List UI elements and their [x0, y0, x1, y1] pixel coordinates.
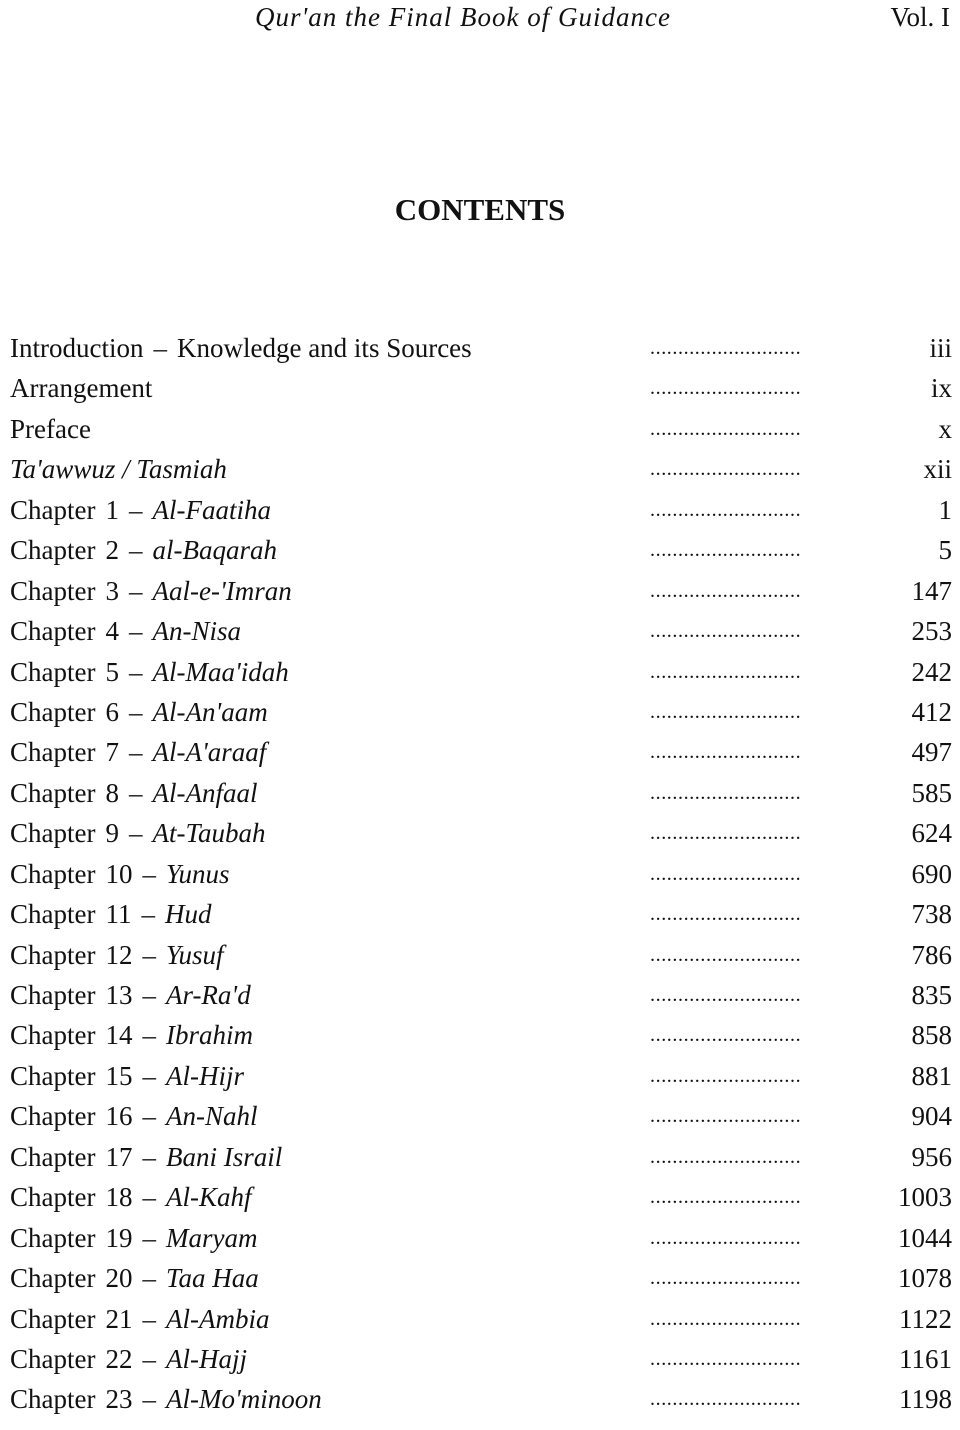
chapter-number: 12 [105, 939, 133, 970]
dot-leader: ........................... [650, 984, 802, 1006]
toc-entry-label [10, 652, 289, 692]
toc-entry-label [10, 854, 230, 894]
toc-entry-prefix: Chapter [10, 1222, 96, 1253]
toc-entry-label [10, 894, 211, 934]
toc-entry-title: Al-Kahf [165, 1182, 252, 1213]
dot-leader: ........................... [650, 1145, 802, 1168]
toc-entry-title: Al-Hajj [165, 1343, 247, 1374]
toc-entry-title: Al-Ambia [165, 1303, 270, 1334]
toc-entry[interactable] [10, 692, 952, 732]
page-number: 956 [911, 1141, 952, 1172]
dot-leader: ........................... [650, 417, 802, 440]
toc-entry-prefix: Chapter [10, 1020, 96, 1051]
dot-leader: ........................... [650, 1105, 802, 1128]
separator-dash: – [128, 494, 143, 525]
toc-entry[interactable] [10, 935, 952, 975]
toc-entry-label [10, 1299, 269, 1339]
toc-entry-prefix: Introduction [10, 333, 144, 363]
chapter-number: 3 [105, 575, 119, 606]
toc-entry[interactable] [10, 652, 952, 692]
toc-entry-title: Yunus [165, 858, 230, 889]
page-title: CONTENTS [394, 192, 566, 227]
toc-entry-prefix: Chapter [10, 1263, 96, 1294]
book-title: Qur'an the Final Book of Guidance [255, 2, 671, 32]
chapter-number: 10 [105, 858, 133, 889]
page-number: 585 [911, 777, 952, 808]
dot-leader: ........................... [650, 1267, 802, 1290]
dot-leader: ........................... [650, 1307, 802, 1330]
toc-entry-title: al-Baqarah [152, 535, 277, 566]
toc-entry-label [10, 1015, 253, 1055]
toc-entry-prefix: Preface [10, 413, 91, 444]
chapter-number: 7 [105, 737, 119, 768]
separator-dash: – [142, 980, 156, 1010]
toc-entry[interactable] [10, 732, 952, 772]
toc-entry-title: Al-A'araaf [152, 737, 267, 768]
separator-dash: – [142, 1060, 156, 1091]
toc-entry[interactable] [10, 490, 952, 530]
toc-entry-label [10, 1177, 251, 1217]
toc-entry-label [10, 611, 241, 651]
dot-leader: ........................... [650, 1347, 802, 1370]
dot-leader: ........................... [650, 741, 802, 764]
dot-leader: ........................... [650, 377, 802, 400]
toc-entry-label [10, 1258, 259, 1298]
toc-entry-label [10, 449, 227, 489]
toc-entry-label [10, 692, 268, 732]
toc-entry-label [10, 490, 271, 530]
separator-dash: – [128, 737, 143, 768]
dot-leader: ........................... [650, 1024, 802, 1047]
page-number: 1 [938, 494, 952, 525]
toc-entry-prefix: Chapter [10, 858, 96, 889]
separator-dash: – [142, 1343, 156, 1374]
toc-entry[interactable] [10, 1218, 952, 1258]
page-number: 904 [911, 1101, 952, 1132]
toc-entry-prefix: Chapter [10, 575, 96, 606]
dot-leader: ........................... [650, 498, 802, 521]
page-number: 1078 [898, 1263, 952, 1294]
toc-entry-label [10, 409, 91, 449]
chapter-number: 4 [105, 616, 119, 647]
dot-leader: ........................... [650, 781, 802, 804]
dot-leader: ........................... [650, 1064, 802, 1087]
toc-entry-prefix: Chapter [10, 656, 96, 687]
toc-entry-prefix: Chapter [10, 1060, 96, 1091]
chapter-number: 22 [105, 1343, 133, 1374]
running-header [0, 0, 960, 40]
toc-entry-prefix: Chapter [10, 899, 96, 930]
toc-entry[interactable] [10, 1379, 952, 1419]
toc-entry[interactable] [10, 854, 952, 894]
separator-dash: – [142, 1141, 156, 1172]
separator-dash: – [142, 1222, 156, 1253]
page-number: 1003 [898, 1182, 952, 1213]
page-number: 147 [911, 575, 952, 606]
chapter-number: 18 [105, 1182, 133, 1213]
separator-dash: – [142, 1263, 156, 1294]
dot-leader: ........................... [650, 660, 802, 683]
toc-entry-title: Al-Hijr [165, 1060, 244, 1091]
dot-leader: ........................... [650, 1388, 802, 1411]
toc-entry-title: Yusuf [165, 939, 224, 970]
page-number: xii [923, 454, 952, 485]
dot-leader: ........................... [650, 862, 802, 885]
page-number: 786 [911, 939, 952, 970]
toc-entry[interactable] [10, 409, 952, 449]
toc-entry-label [10, 773, 257, 813]
toc-entry[interactable] [10, 449, 952, 489]
chapter-number: 2 [105, 535, 119, 566]
toc-entry[interactable] [10, 611, 952, 651]
chapter-number: 17 [105, 1141, 133, 1172]
separator-dash: – [128, 575, 143, 606]
toc-entry[interactable] [10, 773, 952, 813]
chapter-number: 11 [105, 899, 132, 930]
toc-entry[interactable] [10, 1258, 952, 1298]
dot-leader: ........................... [650, 458, 802, 481]
toc-entry-title: Hud [164, 899, 212, 930]
toc-entry-label [10, 935, 224, 975]
separator-dash: – [142, 1384, 156, 1415]
separator-dash: – [142, 939, 156, 970]
dot-leader: ........................... [650, 700, 802, 723]
toc-entry[interactable] [10, 368, 952, 408]
toc-entry-label [10, 530, 277, 570]
page-number: 690 [911, 858, 952, 889]
page-number: iii [929, 333, 952, 363]
toc-entry[interactable] [10, 1339, 952, 1379]
chapter-number: 15 [105, 1060, 133, 1091]
toc-entry-title: Al-Faatiha [152, 494, 271, 525]
separator-dash: – [142, 858, 156, 889]
toc-entry-title: Ar-Ra'd [165, 980, 251, 1010]
toc-entry-label [10, 1339, 247, 1379]
toc-entry-prefix: Chapter [10, 616, 96, 647]
dot-leader: ........................... [650, 1226, 802, 1249]
separator-dash: – [141, 899, 155, 930]
toc-entry-title: Bani Israil [165, 1141, 283, 1172]
separator-dash: – [142, 1101, 156, 1132]
toc-entry-prefix: Chapter [10, 939, 96, 970]
separator-dash: – [128, 696, 143, 727]
dot-leader: ........................... [650, 620, 802, 643]
dot-leader: ........................... [650, 539, 802, 562]
toc-entry-label [10, 1137, 282, 1177]
toc-entry-prefix: Chapter [10, 1182, 96, 1213]
table-of-contents [10, 328, 952, 1420]
separator-dash: – [142, 1020, 156, 1051]
page-number: 253 [911, 616, 952, 647]
chapter-number: 1 [105, 494, 119, 525]
toc-entry-prefix: Chapter [10, 1141, 96, 1172]
separator-dash: – [128, 656, 143, 687]
toc-entry-title: Aal-e-'Imran [152, 575, 292, 606]
toc-entry[interactable] [10, 571, 952, 611]
chapter-number: 20 [105, 1263, 133, 1294]
page-number: 497 [911, 737, 952, 768]
page-number: ix [930, 373, 952, 404]
toc-entry-title: Al-Anfaal [152, 777, 258, 808]
chapter-number: 6 [105, 696, 119, 727]
toc-entry-title: Al-An'aam [152, 696, 268, 727]
toc-entry-label [10, 1056, 244, 1096]
page-number: 242 [911, 656, 952, 687]
separator-dash: – [128, 535, 143, 566]
page-number: 835 [911, 980, 952, 1010]
toc-entry[interactable] [10, 1137, 952, 1177]
dot-leader: ........................... [650, 579, 802, 602]
toc-entry-prefix: Chapter [10, 535, 96, 566]
separator-dash: – [153, 333, 167, 363]
toc-entry-title: Ibrahim [165, 1020, 253, 1051]
chapter-number: 19 [105, 1222, 133, 1253]
chapter-number: 21 [105, 1303, 133, 1334]
toc-entry-title: Taa Haa [165, 1263, 259, 1294]
separator-dash: – [142, 1182, 156, 1213]
toc-entry-title: Al-Mo'minoon [165, 1384, 322, 1415]
toc-entry[interactable] [10, 894, 952, 934]
toc-entry-prefix: Chapter [10, 494, 96, 525]
page-number: 1122 [899, 1303, 952, 1334]
chapter-number: 13 [105, 980, 133, 1010]
toc-entry-prefix: Chapter [10, 1384, 96, 1415]
toc-entry-prefix: Arrangement [10, 373, 153, 404]
page-number: 5 [938, 535, 952, 566]
toc-entry-prefix: Chapter [10, 777, 96, 808]
toc-entry-label [10, 732, 266, 772]
page-number: 881 [911, 1060, 952, 1091]
toc-entry-prefix: Chapter [10, 818, 96, 849]
separator-dash: – [128, 818, 143, 849]
toc-entry-title: At-Taubah [152, 818, 266, 849]
chapter-number: 8 [105, 777, 119, 808]
page-number: 412 [911, 696, 952, 727]
chapter-number: 5 [105, 656, 119, 687]
toc-entry-prefix: Chapter [10, 1303, 96, 1334]
toc-entry-label [10, 1096, 257, 1136]
page-number: 858 [911, 1020, 952, 1051]
separator-dash: – [128, 777, 143, 808]
toc-entry-title: Al-Maa'idah [152, 656, 289, 687]
toc-entry-title: Ta'awwuz / Tasmiah [10, 454, 227, 485]
toc-entry-label [10, 368, 152, 408]
toc-entry[interactable] [10, 975, 952, 1015]
toc-entry-label [10, 813, 266, 853]
dot-leader: ........................... [650, 943, 802, 966]
page-number: 1198 [899, 1384, 952, 1415]
toc-entry-prefix: Chapter [10, 980, 96, 1010]
toc-entry-label [10, 1218, 257, 1258]
toc-entry-prefix: Chapter [10, 696, 96, 727]
chapter-number: 23 [105, 1384, 133, 1415]
toc-entry-title: An-Nahl [165, 1101, 258, 1132]
chapter-number: 14 [105, 1020, 133, 1051]
toc-entry[interactable] [10, 1015, 952, 1055]
toc-entry-title: Maryam [165, 1222, 258, 1253]
dot-leader: ........................... [650, 822, 802, 845]
separator-dash: – [128, 616, 143, 647]
page-number: x [938, 413, 952, 444]
dot-leader: ........................... [650, 903, 802, 926]
toc-entry[interactable] [10, 1177, 952, 1217]
separator-dash: – [142, 1303, 156, 1334]
page-number: 738 [911, 899, 952, 930]
toc-entry-label [10, 328, 472, 368]
dot-leader: ........................... [650, 1186, 802, 1209]
page-number: 624 [911, 818, 952, 849]
toc-entry[interactable] [10, 1056, 952, 1096]
toc-entry-label [10, 1379, 322, 1419]
toc-entry-label [10, 975, 251, 1015]
toc-entry[interactable] [10, 813, 952, 853]
page-number: 1161 [899, 1343, 952, 1374]
toc-entry-title: Knowledge and its Sources [176, 333, 472, 363]
chapter-number: 9 [105, 818, 119, 849]
toc-entry-prefix: Chapter [10, 1101, 96, 1132]
toc-entry[interactable] [10, 1299, 952, 1339]
toc-entry-prefix: Chapter [10, 737, 96, 768]
toc-entry-prefix: Chapter [10, 1343, 96, 1374]
chapter-number: 16 [105, 1101, 133, 1132]
toc-entry-label [10, 571, 292, 611]
toc-entry[interactable] [10, 530, 952, 570]
toc-entry-title: An-Nisa [152, 616, 241, 647]
toc-entry[interactable] [10, 1096, 952, 1136]
toc-entry[interactable] [10, 328, 952, 368]
volume-label: Vol. I [890, 2, 950, 32]
dot-leader: ........................... [650, 337, 802, 359]
page-number: 1044 [898, 1222, 952, 1253]
